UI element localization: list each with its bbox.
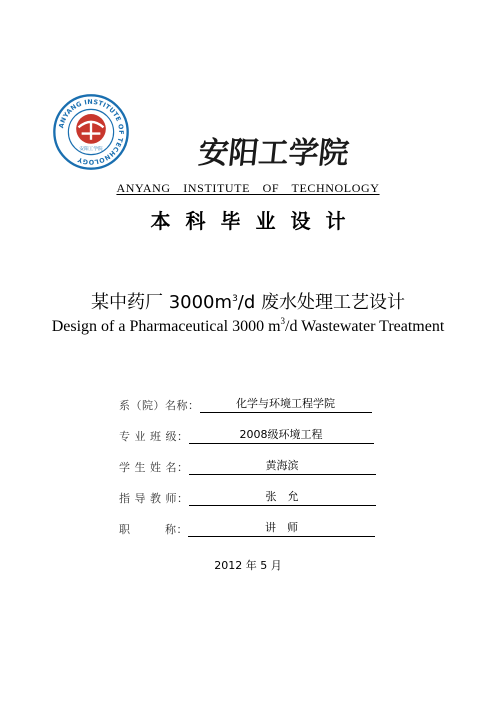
svg-text:ANYANG INSTITUTE OF TECHNOLOGY: ANYANG INSTITUTE OF TECHNOLOGY (57, 97, 126, 167)
student-value: 黄海滨 (189, 457, 376, 475)
institute-name-english: ANYANG INSTITUTE OF TECHNOLOGY (116, 181, 380, 195)
advisor-label: 指 导 教 师： (119, 492, 189, 505)
school-name-calligraphy: 安阳工学院 (196, 136, 351, 171)
thesis-title-english (0, 316, 496, 336)
title-value: 讲 师 (188, 519, 375, 537)
thesis-title-chinese (0, 288, 496, 314)
class-label: 专 业 班 级： (119, 430, 189, 443)
advisor-value: 张 允 (189, 488, 376, 506)
title-label: 职 称： (119, 523, 188, 536)
submission-date: 2012 年 5 月 (214, 559, 282, 572)
department-value: 化学与环境工程学院 (200, 395, 372, 413)
title-en-superscript: 3 (280, 316, 286, 326)
title-en-suffix: /d Wastewater Treatment (285, 318, 445, 335)
student-label: 学 生 姓 名： (119, 461, 189, 474)
title-cn-suffix: /d 废水处理工艺设计 (237, 292, 406, 313)
info-row-student (119, 461, 376, 475)
info-row-department (119, 399, 376, 413)
document-type-heading: 本科毕业设计 (150, 209, 361, 233)
info-block (119, 399, 376, 554)
school-seal-logo (52, 93, 130, 171)
info-row-title (119, 523, 376, 537)
class-value: 2008级环境工程 (189, 426, 374, 444)
svg-text:安阳工学院: 安阳工学院 (79, 146, 103, 152)
title-en-prefix: Design of a Pharmaceutical 3000 m (51, 318, 281, 335)
info-row-class (119, 430, 376, 444)
department-label: 系（院）名称： (119, 399, 200, 412)
info-row-advisor (119, 492, 376, 506)
title-cn-superscript: 3 (232, 294, 238, 304)
title-cn-prefix: 某中药厂 3000m (90, 292, 233, 313)
